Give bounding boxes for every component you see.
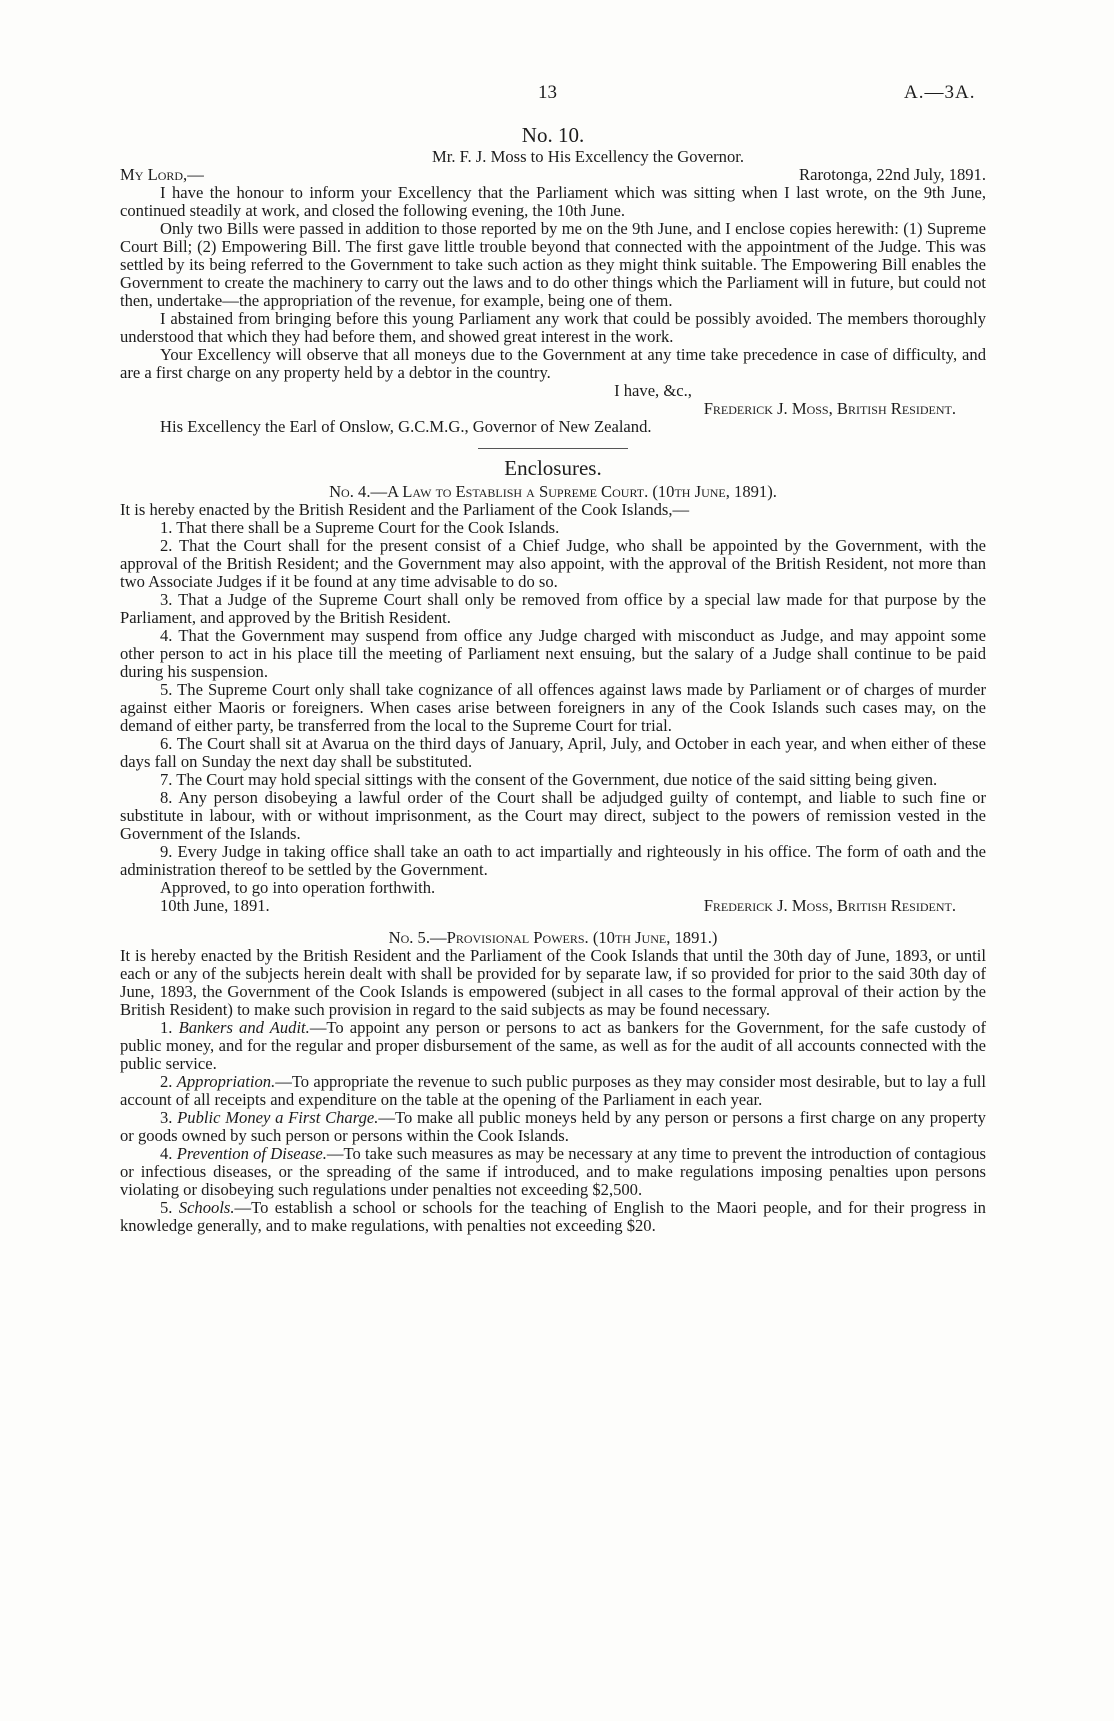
clause-number: 2. <box>160 1072 173 1091</box>
enclosures-title: Enclosures. <box>504 456 602 480</box>
clause-number: 1. <box>160 1018 173 1037</box>
law4-clause: 3. That a Judge of the Supreme Court shall only be removed from office by a special law made for that purpose by the Parliament, and approved by the British Resident. <box>120 590 986 627</box>
clause-text: —To make all public moneys held by any person or persons a first charge on any property or goods owned by such person or persons within the Cook Islands. <box>120 1108 986 1145</box>
letter-paragraph: I have the honour to inform your Excellency that the Parliament which was sitting when I last wrote, on the 9th June, continued steadily at work, and closed the following evening, the 10th June. <box>120 183 986 220</box>
law4-heading: No. 4.—A Law to Establish a Supreme Court. (10th June, 1891). <box>329 482 777 501</box>
law5-clause <box>120 1073 986 1109</box>
clause-title: Prevention of Disease. <box>176 1144 327 1163</box>
letter-paragraph: Your Excellency will observe that all moneys due to the Government at any time take precedence in case of difficulty, and are a first charge on any property held by a debtor in the country. <box>120 345 986 382</box>
law4-date: 10th June, 1891. <box>160 896 270 915</box>
place-date: Rarotonga, 22nd July, 1891. <box>799 165 986 184</box>
law5-heading: No. 5.—Provisional Powers. (10th June, 1891.) <box>388 928 718 947</box>
clause-title: Public Money a First Charge. <box>177 1108 379 1127</box>
law4-signature: Frederick J. Moss, British Resident. <box>703 896 956 915</box>
salutation: My Lord,— <box>120 165 204 184</box>
letter-addressee: His Excellency the Earl of Onslow, G.C.M.G., Governor of New Zealand. <box>160 417 652 436</box>
law4-clause: 4. That the Government may suspend from office any Judge charged with misconduct as Judge, and may appoint some other person to act in his place till the meeting of Parliament next ensuing, but the salary of a Judge shall continue to be paid during his suspension. <box>120 626 986 681</box>
law4-approved: Approved, to go into operation forthwith. <box>160 878 436 897</box>
law4-date-row <box>120 897 986 915</box>
clause-title: Schools. <box>178 1198 235 1217</box>
law4-clause: 8. Any person disobeying a lawful order of the Court shall be adjudged guilty of contempt, and liable to such fine or substitute in labour, with or without imprisonment, as the Court may direct, subject to the powers of remission vested in the Government of the Islands. <box>120 788 986 843</box>
clause-number: 3. <box>160 1108 173 1127</box>
letter-from-to: Mr. F. J. Moss to His Excellency the Governor. <box>431 147 745 166</box>
law4-clause: 6. The Court shall sit at Avarua on the third days of January, April, July, and October in each year, and when either of these days fall on Sunday the next day shall be substituted. <box>120 734 986 771</box>
law5-clause <box>120 1019 986 1073</box>
law4-clause: 1. That there shall be a Supreme Court for the Cook Islands. <box>160 518 560 537</box>
clause-number: 4. <box>160 1144 173 1163</box>
law5-clause <box>120 1109 986 1145</box>
law4-clause: 7. The Court may hold special sittings with the consent of the Government, due notice of the said sitting being given. <box>160 770 938 789</box>
divider <box>478 448 628 449</box>
clause-text: —To appoint any person or persons to act as bankers for the Government, for the safe custody of public money, and for the regular and proper disbursement of the same, as well as for the audit of all accounts connected with the public service. <box>120 1018 986 1073</box>
law4-clause: 2. That the Court shall for the present consist of a Chief Judge, who shall be appointed by the Government, with the approval of the British Resident; and the Government may also appoint, with the approval of the British Resident, not more than two Associate Judges if it be found at any time advisable to do so. <box>120 536 986 591</box>
law5-preamble: It is hereby enacted by the British Resident and the Parliament of the Cook Islands that until the 30th day of June, 1893, or until each or any of the subjects herein dealt with shall be provided for by separate law, if so provided for prior to the said 30th day of June, 1893, the Government of the Cook Islands is empowered (subject in all cases to the formal approval of their action by the British Resident) to make such provision in regard to the said subjects as may be found necessary. <box>120 946 986 1019</box>
law4-preamble: It is hereby enacted by the British Resident and the Parliament of the Cook Islands,— <box>120 500 690 519</box>
law5-clause <box>120 1199 986 1235</box>
letter-number: No. 10. <box>521 123 585 147</box>
law5-clause <box>120 1145 986 1199</box>
clause-text: —To appropriate the revenue to such public purposes as they may consider most desirable, but to lay a full account of all receipts and expenditure on the table at the opening of the Parliament in each year. <box>120 1072 987 1109</box>
clause-number: 5. <box>160 1198 173 1217</box>
letter-paragraph: I abstained from bringing before this young Parliament any work that could be possibly avoided. The members thoroughly understood that which they had before them, and showed great interest in the work. <box>120 309 986 346</box>
clause-text: —To take such measures as may be necessary at any time to prevent the introduction of contagious or infectious diseases, or the spreading of the same if introduced, and to make regulations imposing penalties upon persons violating or disobeying such regulations under penalties not exceeding $2,500. <box>120 1144 986 1199</box>
clause-title: Bankers and Audit. <box>178 1018 310 1037</box>
clause-title: Appropriation. <box>176 1072 276 1091</box>
clause-text: —To establish a school or schools for the teaching of English to the Maori people, and for their progress in knowledge generally, and to make regulations, with penalties not exceeding $20. <box>120 1198 986 1235</box>
letter-closing: I have, &c., <box>614 381 692 400</box>
letter-paragraph: Only two Bills were passed in addition to those reported by me on the 9th June, and I enclose copies herewith: (1) Supreme Court Bill; (2) Empowering Bill. The first gave little trouble beyond that connected with the appointment of the Judge. This was settled by its being referred to the Government to take such action as they might think suitable. The Empowering Bill enables the Government to create the machinery to carry out the laws and to do other things which the Parliament will in future, but could not then, undertake—the appropriation of the revenue, for example, being one of them. <box>120 219 986 310</box>
letter-signature: Frederick J. Moss, British Resident. <box>703 399 956 418</box>
document-reference: A.—3A. <box>904 82 976 103</box>
letter-section <box>120 122 986 1235</box>
salutation-row <box>120 166 986 184</box>
law4-clause: 5. The Supreme Court only shall take cognizance of all offences against laws made by Parliament or of charges of murder against either Maoris or foreigners. When cases arise between foreigners in any of the Cook Islands such cases may, on the demand of either party, be transferred from the local to the Supreme Court for trial. <box>120 680 986 735</box>
law4-clause: 9. Every Judge in taking office shall take an oath to act impartially and righteously in his office. The form of oath and the administration thereof to be settled by the Government. <box>120 842 986 879</box>
page-number: 13 <box>538 82 557 103</box>
